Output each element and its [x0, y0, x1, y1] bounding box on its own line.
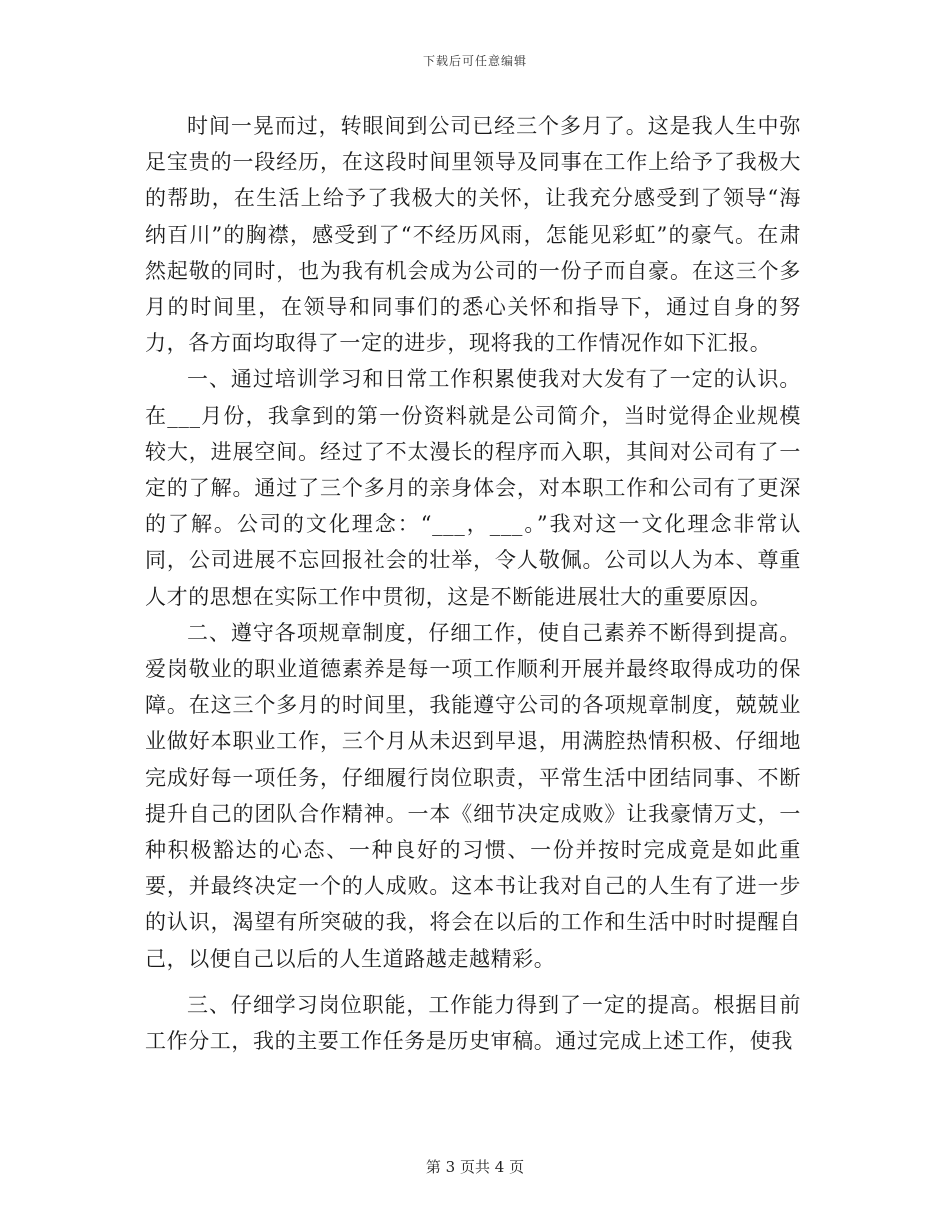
paragraph-section-3: 三、仔细学习岗位职能，工作能力得到了一定的提高。根据目前工作分工，我的主要工作任务是历史审稿。通过完成上述工作，使我 — [145, 992, 801, 1054]
paragraph-section-1: 一、通过培训学习和日常工作积累使我对大发有了一定的认识。在___月份，我拿到的第一份资料就是公司简介，当时觉得企业规模较大，进展空间。经过了不太漫长的程序而入职，其间对公司有了一定的了解。通过了三个多月的亲身体会，对本职工作和公司有了更深的了解。公司的文化理念：“___，___。”我对这一文化理念非常认同，公司进展不忘回报社会的壮举，令人敬佩。公司以人为本、尊重人才的思想在实际工作中贯彻，这是不断能进展壮大的重要原因。 — [145, 367, 801, 609]
page-header: 下载后可任意编辑 — [422, 54, 527, 68]
document-body — [145, 108, 801, 1059]
page-number: 第 3 页共 4 页 — [425, 1158, 525, 1176]
paragraph-section-2: 二、遵守各项规章制度，仔细工作，使自己素养不断得到提高。爱岗敬业的职业道德素养是每一项工作顺利开展并最终取得成功的保障。在这三个多月的时间里，我能遵守公司的各项规章制度，兢兢业业做好本职业工作，三个月从未迟到早退，用满腔热情积极、仔细地完成好每一项任务，仔细履行岗位职责，平常生活中团结同事、不断提升自己的团队合作精神。一本《细节决定成败》让我豪情万丈，一种积极豁达的心态、一种良好的习惯、一份并按时完成竟是如此重要，并最终决定一个的人成败。这本书让我对自己的人生有了进一步的认识，渴望有所突破的我，将会在以后的工作和生活中时时提醒自己，以便自己以后的人生道路越走越精彩。 — [145, 620, 801, 971]
paragraph-intro: 时间一晃而过，转眼间到公司已经三个多月了。这是我人生中弥足宝贵的一段经历，在这段时间里领导及同事在工作上给予了我极大的帮助，在生活上给予了我极大的关怀，让我充分感受到了领导“海纳百川”的胸襟，感受到了“不经历风雨，怎能见彩虹”的豪气。在肃然起敬的同时，也为我有机会成为公司的一份子而自豪。在这三个多月的时间里，在领导和同事们的悉心关怀和指导下，通过自身的努力，各方面均取得了一定的进步，现将我的工作情况作如下汇报。 — [145, 114, 801, 356]
